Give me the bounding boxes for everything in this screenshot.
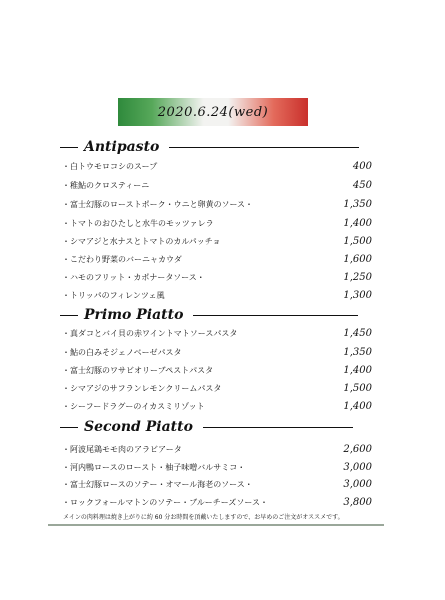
item-price: 1,350 (343, 347, 372, 358)
menu-item (62, 271, 372, 285)
item-name: ・ロックフォールマトンのソテー・ブルーチーズソース・ (62, 498, 268, 507)
section-rule (169, 147, 359, 148)
menu-item (62, 478, 372, 492)
item-price: 400 (352, 161, 372, 172)
menu-item (62, 217, 372, 231)
item-name: ・阿波尾鶏モモ肉のアラビアータ (62, 445, 182, 454)
section-header-primo-piatto (60, 305, 358, 325)
menu-item (62, 160, 372, 174)
item-price: 1,500 (343, 236, 372, 247)
date-banner (118, 98, 308, 126)
item-name: ・トリッパのフィレンツェ風 (62, 291, 165, 300)
section-rule (193, 315, 358, 316)
item-price: 1,500 (343, 383, 372, 394)
item-name: ・シマアジと水ナスとトマトのカルパッチョ (62, 237, 221, 246)
item-name: ・シマアジのサフランレモンクリームパスタ (62, 384, 222, 393)
item-name: ・シーフードラグーのイカスミリゾット (62, 402, 205, 411)
section-dash (60, 427, 78, 428)
menu-item (62, 289, 372, 303)
item-price: 1,300 (343, 290, 372, 301)
menu-item (62, 382, 372, 396)
item-price: 1,600 (343, 254, 372, 265)
item-name: ・河内鴨ロースのロースト・柚子味噌バルサミコ・ (62, 463, 246, 472)
item-name: ・鮎の白みそジェノベーゼパスタ (62, 348, 182, 357)
item-price: 1,400 (343, 218, 372, 229)
bottom-divider (48, 524, 384, 526)
menu-date: 2020.6.24(wed) (157, 104, 269, 120)
item-name: ・富士幻豚のローストポーク・ウニと卵黄のソース・ (62, 200, 254, 209)
item-name: ・富士幻豚のワサビオリーブペストパスタ (62, 366, 214, 375)
item-name: ・稚鮎のクロスティーニ (62, 181, 150, 190)
item-name: ・真ダコとバイ貝の赤ワイントマトソースパスタ (62, 329, 238, 338)
item-price: 3,000 (343, 479, 372, 490)
menu-item (62, 253, 372, 267)
footnote: メインの肉料理は焼き上がりに約 60 分お時間を頂戴いたしますので、お早めのご注文がオススメです。 (63, 514, 344, 521)
menu-item (62, 346, 372, 360)
menu-item (62, 327, 372, 341)
menu-item (62, 400, 372, 414)
section-dash (60, 147, 78, 148)
menu-item (62, 198, 372, 212)
menu-item (62, 179, 372, 193)
section-header-antipasto (60, 137, 359, 157)
menu-item (62, 461, 372, 475)
item-price: 1,400 (343, 365, 372, 376)
menu-item (62, 496, 372, 510)
item-price: 3,000 (343, 462, 372, 473)
item-price: 2,600 (343, 444, 372, 455)
item-name: ・富士幻豚ロースのソテー・オマール海老のソース・ (62, 480, 253, 489)
item-price: 1,350 (343, 199, 372, 210)
item-price: 3,800 (343, 497, 372, 508)
item-price: 1,400 (343, 401, 372, 412)
item-name: ・ハモのフリット・カポナータソース・ (62, 273, 205, 282)
section-title: Primo Piatto (84, 307, 184, 323)
item-name: ・トマトのおひたしと水牛のモッツァレラ (62, 219, 214, 228)
item-price: 450 (352, 180, 372, 191)
section-title: Antipasto (84, 139, 160, 155)
item-name: ・白トウモロコシのスープ (62, 162, 158, 171)
section-dash (60, 315, 78, 316)
item-price: 1,250 (343, 272, 372, 283)
section-title: Second Piatto (84, 419, 193, 435)
item-name: ・こだわり野菜のバーニャカウダ (62, 255, 182, 264)
menu-item (62, 235, 372, 249)
menu-item (62, 364, 372, 378)
section-rule (203, 427, 353, 428)
section-header-second-piatto (60, 417, 353, 437)
item-price: 1,450 (343, 328, 372, 339)
menu-item (62, 443, 372, 457)
